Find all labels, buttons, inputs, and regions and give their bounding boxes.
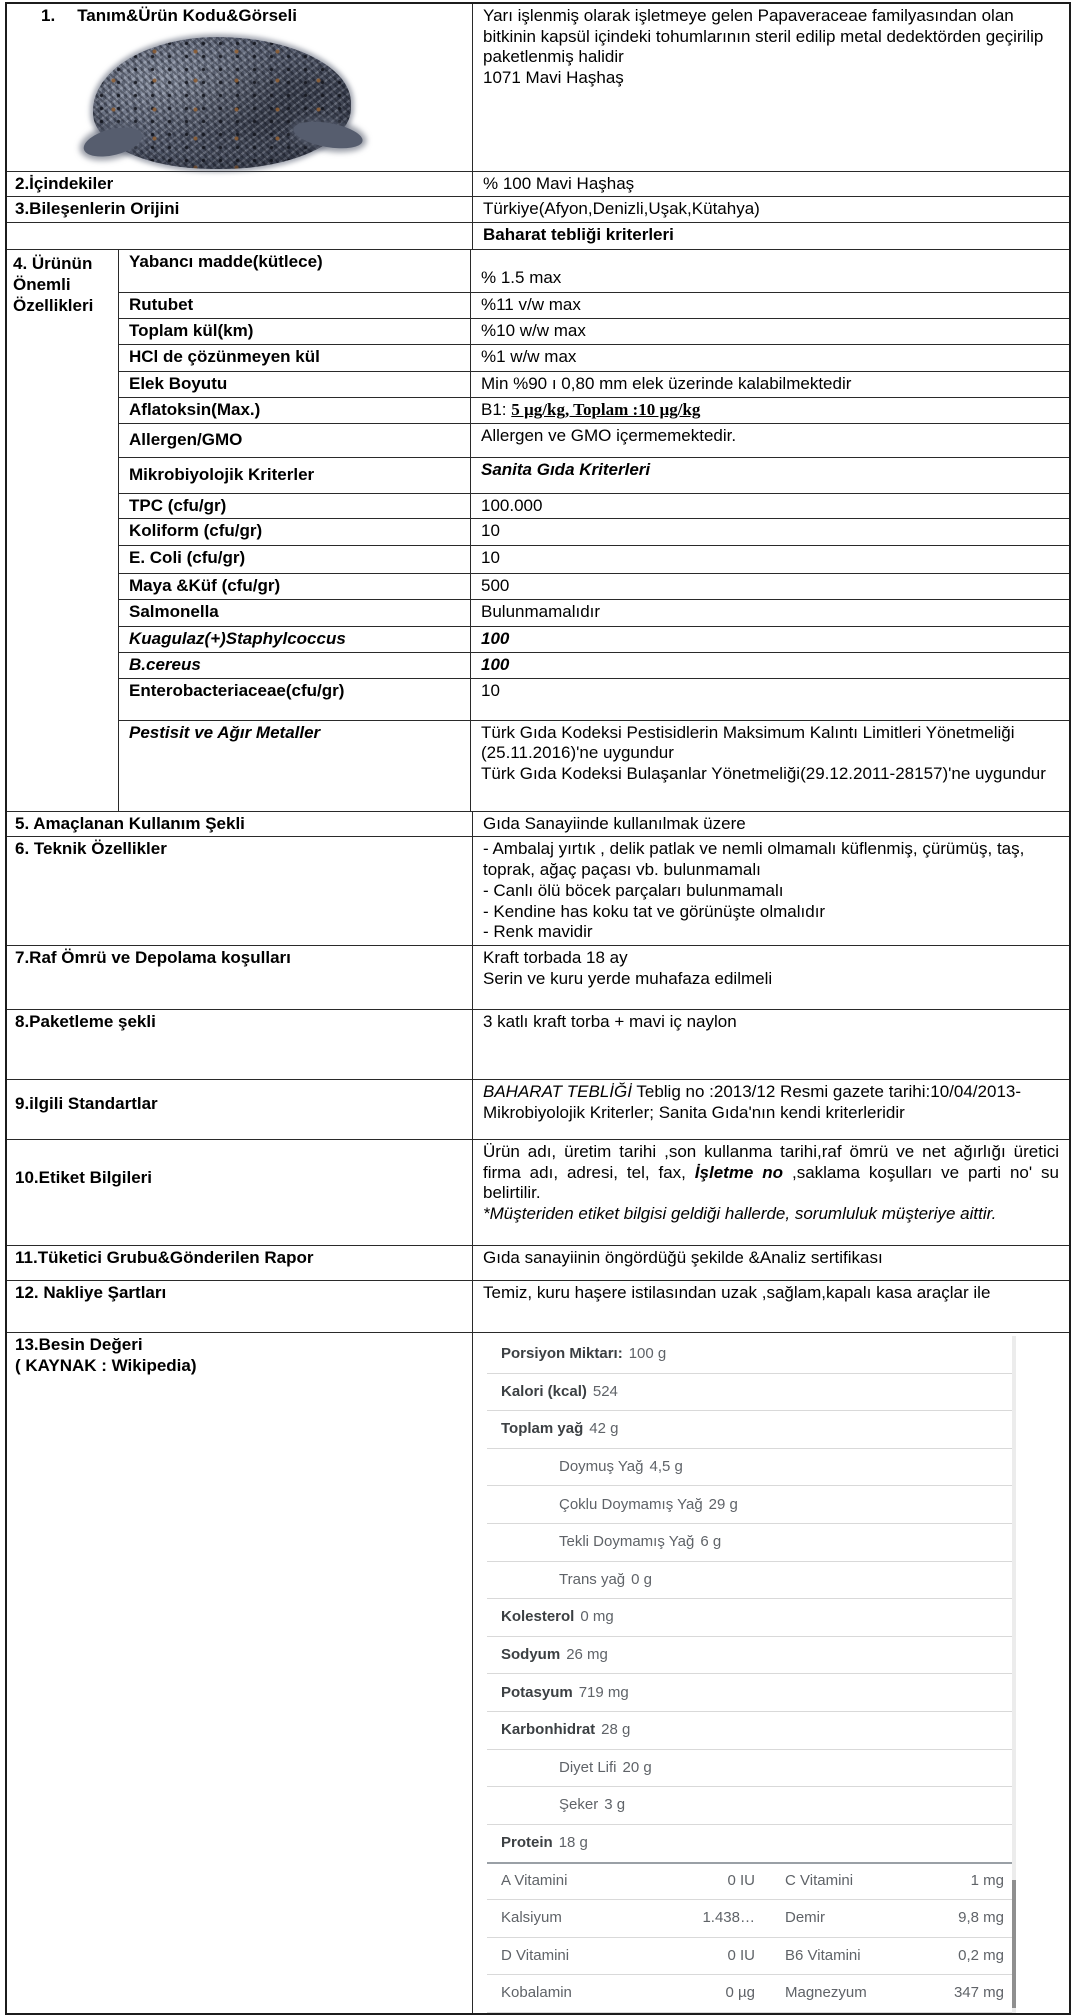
spec-name: Allergen/GMO [119, 424, 471, 457]
spec-value: % 1.5 max [481, 267, 562, 287]
spec-row-coliform [119, 519, 1069, 546]
product-code: 1071 Mavi Haşhaş [483, 68, 624, 88]
packaging-value: 3 katlı kraft torba + mavi iç naylon [483, 1012, 737, 1032]
packaging-label: 8.Paketleme şekli [7, 1010, 473, 1079]
label-info-value: Ürün adı, üretim tarihi ,son kullanma tarihi,raf ömrü ve net ağırlığı üretici firma adı, adresi, tel, fax, İşletme no ,saklama koşulları ve parti no' su belirtilir. *Müşteriden etiket bilgisi geldiği hallerde, sorumluluk müşteriye aittir. [483, 1142, 1059, 1224]
nutrition-row-monounsaturated-fat: Tekli Doymamış Yağ 6 g [487, 1524, 1014, 1562]
row-important-properties [7, 250, 1069, 811]
product-description: Yarı işlenmiş olarak işletmeye gelen Papaveraceae familyasından olan bitkinin kapsül içindeki tohumlarının steril edilip metal dedektörden geçirilip paketlenmiş halidir [483, 6, 1044, 67]
spec-name: Yabancı madde(kütlece) [119, 250, 471, 292]
nutrition-scrollbar-thumb[interactable] [1012, 1880, 1016, 2008]
spec-name: Mikrobiyolojik Kriterler [119, 458, 471, 493]
section-4-label: 4. Ürünün Önemli Özellikleri [7, 250, 119, 810]
spec-name: TPC (cfu/gr) [119, 494, 471, 519]
row-origin [7, 197, 1069, 223]
spec-value: Sanita Gıda Kriterleri [481, 459, 651, 479]
empty-cell [7, 223, 473, 249]
nutrition-row-dietary-fiber: Diyet Lifi 20 g [487, 1750, 1014, 1788]
spec-name: Enterobacteriaceae(cfu/gr) [119, 679, 471, 720]
row-shelf-life [7, 946, 1069, 1010]
spec-name: HCl de çözünmeyen kül [119, 345, 471, 371]
consumer-group-label: 11.Tüketici Grubu&Gönderilen Rapor [7, 1246, 473, 1280]
poppy-seeds-image [93, 37, 351, 169]
intended-use-value: Gıda Sanayiinde kullanılmak üzere [483, 813, 746, 833]
spec-value: B1: 5 µg/kg, Toplam :10 µg/kg [481, 399, 701, 419]
section-4-spec-table [119, 250, 1069, 810]
definition-value-cell [473, 4, 1069, 171]
spec-value: %1 w/w max [481, 346, 577, 366]
technical-label: 6. Teknik Özellikler [7, 837, 473, 945]
spec-row-microbiological [119, 458, 1069, 494]
spec-value: 10 [481, 680, 500, 700]
nutrition-row-trans-fat: Trans yağ 0 g [487, 1562, 1014, 1600]
nutrition-row-sugar: Şeker 3 g [487, 1787, 1014, 1825]
row-related-standards [7, 1080, 1069, 1140]
spec-name: Kuagulaz(+)Staphylcoccus [119, 627, 471, 652]
spec-row-bcereus [119, 653, 1069, 679]
spice-criteria-header: Baharat tebliği kriterleri [483, 225, 674, 245]
row-consumer-group [7, 1246, 1069, 1281]
nutrition-row-potassium: Potasyum 719 mg [487, 1674, 1014, 1712]
spec-name: Pestisit ve Ağır Metaller [119, 721, 471, 811]
row-definition-product-code [7, 4, 1069, 172]
label-info-note: *Müşteriden etiket bilgisi geldiği hallerde, sorumluluk müşteriye aittir. [483, 1204, 997, 1224]
spec-name: Toplam kül(km) [119, 319, 471, 344]
shelf-life-label: 7.Raf Ömrü ve Depolama koşulları [7, 946, 473, 1009]
spec-name: B.cereus [119, 653, 471, 678]
spec-name: Aflatoksin(Max.) [119, 398, 471, 423]
product-spec-document [5, 2, 1071, 2015]
spec-value: 100 [481, 654, 510, 674]
spec-value: %11 v/w max [481, 295, 581, 315]
spec-value: 10 [481, 521, 500, 541]
origin-label: 3.Bileşenlerin Orijini [7, 197, 473, 222]
standards-value: BAHARAT TEBLİĞİ Teblig no :2013/12 Resmi gazete tarihi:10/04/2013-Mikrobiyolojik Kriterler; Sanita Gıda'nın kendi kriterleridir [483, 1082, 1022, 1122]
definition-label-cell [7, 4, 473, 171]
spec-row-yeast-mold [119, 574, 1069, 600]
vitamin-row-cobalamin-magnesium: Kobalamin 0 µg Magnezyum 347 mg [487, 1975, 1014, 2013]
vitamin-row-d-b6: D Vitamini 0 IU B6 Vitamini 0,2 mg [487, 1938, 1014, 1976]
vitamin-row-calcium-iron: Kalsiyum 1.438… Demir 9,8 mg [487, 1900, 1014, 1938]
nutrition-facts-widget [487, 1336, 1014, 2013]
transport-label: 12. Nakliye Şartları [7, 1281, 473, 1332]
ingredients-value: % 100 Mavi Haşhaş [483, 173, 635, 193]
spec-value: Türk Gıda Kodeksi Pestisidlerin Maksimum Kalıntı Limitleri Yönetmeliği (25.11.2016)'ne uygundur Türk Gıda Kodeksi Bulaşanlar Yönetmeliği(29.12.2011-28157)'ne uygundur [481, 722, 1046, 784]
nutrition-row-sodium: Sodyum 26 mg [487, 1637, 1014, 1675]
nutrition-row-cholesterol: Kolesterol 0 mg [487, 1599, 1014, 1637]
spec-name: E. Coli (cfu/gr) [119, 546, 471, 573]
row-spice-criteria-header [7, 223, 1069, 250]
spec-row-tpc [119, 494, 1069, 520]
spec-value: 100 [481, 629, 510, 649]
row-label-info [7, 1140, 1069, 1246]
spec-row-ecoli [119, 546, 1069, 574]
spec-row-pesticides-heavy-metals [119, 721, 1069, 811]
origin-value: Türkiye(Afyon,Denizli,Uşak,Kütahya) [483, 199, 760, 219]
spec-row-salmonella [119, 600, 1069, 627]
spec-value: 100.000 [481, 495, 543, 515]
nutrition-row-polyunsaturated-fat: Çoklu Doymamış Yağ 29 g [487, 1486, 1014, 1524]
spec-name: Rutubet [119, 293, 471, 318]
nutrition-row-total-fat: Toplam yağ 42 g [487, 1411, 1014, 1449]
row-packaging [7, 1010, 1069, 1080]
nutrition-row-calories: Kalori (kcal) 524 [487, 1374, 1014, 1412]
spec-row-allergen-gmo [119, 424, 1069, 458]
spec-name: Koliform (cfu/gr) [119, 519, 471, 545]
spec-value: 500 [481, 576, 510, 596]
row-transport [7, 1281, 1069, 1333]
row-intended-use [7, 812, 1069, 838]
spec-row-sieve-size [119, 372, 1069, 398]
section-1-title [15, 6, 464, 27]
spec-row-enterobacteriaceae [119, 679, 1069, 721]
intended-use-label: 5. Amaçlanan Kullanım Şekli [7, 812, 473, 837]
label-info-label: 10.Etiket Bilgileri [7, 1140, 473, 1245]
nutrition-label-cell: 13.Besin Değeri ( KAYNAK : Wikipedia) [7, 1333, 473, 2013]
spec-row-moisture [119, 293, 1069, 319]
spec-row-staphylococcus [119, 627, 1069, 653]
consumer-group-value: Gıda sanayiinin öngördüğü şekilde &Analiz sertifikası [483, 1248, 883, 1268]
transport-value: Temiz, kuru haşere istilasından uzak ,sağlam,kapalı kasa araçlar ile [483, 1283, 991, 1303]
spec-value: Allergen ve GMO içermemektedir. [481, 425, 737, 445]
nutrition-row-protein: Protein 18 g [501, 1834, 588, 1852]
shelf-life-value: Kraft torbada 18 ay Serin ve kuru yerde muhafaza edilmeli [483, 948, 773, 988]
nutrition-row-carbohydrate: Karbonhidrat 28 g [487, 1712, 1014, 1750]
spec-row-foreign-matter [119, 250, 1069, 293]
spec-name: Elek Boyutu [119, 372, 471, 397]
row-technical-properties [7, 837, 1069, 946]
spec-value: 10 [481, 548, 500, 568]
spec-value: Min %90 ı 0,80 mm elek üzerinde kalabilmektedir [481, 373, 852, 393]
spec-row-hcl-ash [119, 345, 1069, 372]
standards-label: 9.ilgili Standartlar [7, 1080, 473, 1139]
nutrition-row-saturated-fat: Doymuş Yağ 4,5 g [487, 1449, 1014, 1487]
spec-row-total-ash [119, 319, 1069, 345]
vitamin-row-a-c: A Vitamini 0 IU C Vitamini 1 mg [487, 1862, 1014, 1900]
row-ingredients [7, 172, 1069, 198]
nutrition-value-cell [473, 1333, 1069, 2013]
spec-value: Bulunmamalıdır [481, 602, 601, 622]
spec-name: Salmonella [119, 600, 471, 626]
ingredients-label: 2.İçindekiler [7, 172, 473, 197]
section-1-heading: Tanım&Ürün Kodu&Görseli [77, 6, 297, 25]
nutrition-row-serving: Porsiyon Miktarı: 100 g [487, 1336, 1014, 1374]
technical-value: - Ambalaj yırtık , delik patlak ve nemli olmamalı küflenmiş, çürümüş, taş, toprak, ağaç paçası vb. bulunmamalı - Canlı ölü böcek parçaları bulunmamalı - Kendine has koku tat ve görünüşte olmalıdır - Renk mavidir [483, 839, 1025, 942]
row-nutrition [7, 1333, 1069, 2013]
spec-row-aflatoxin [119, 398, 1069, 424]
section-1-number: 1. [41, 6, 56, 25]
spec-name: Maya &Küf (cfu/gr) [119, 574, 471, 599]
spec-value: %10 w/w max [481, 321, 586, 341]
